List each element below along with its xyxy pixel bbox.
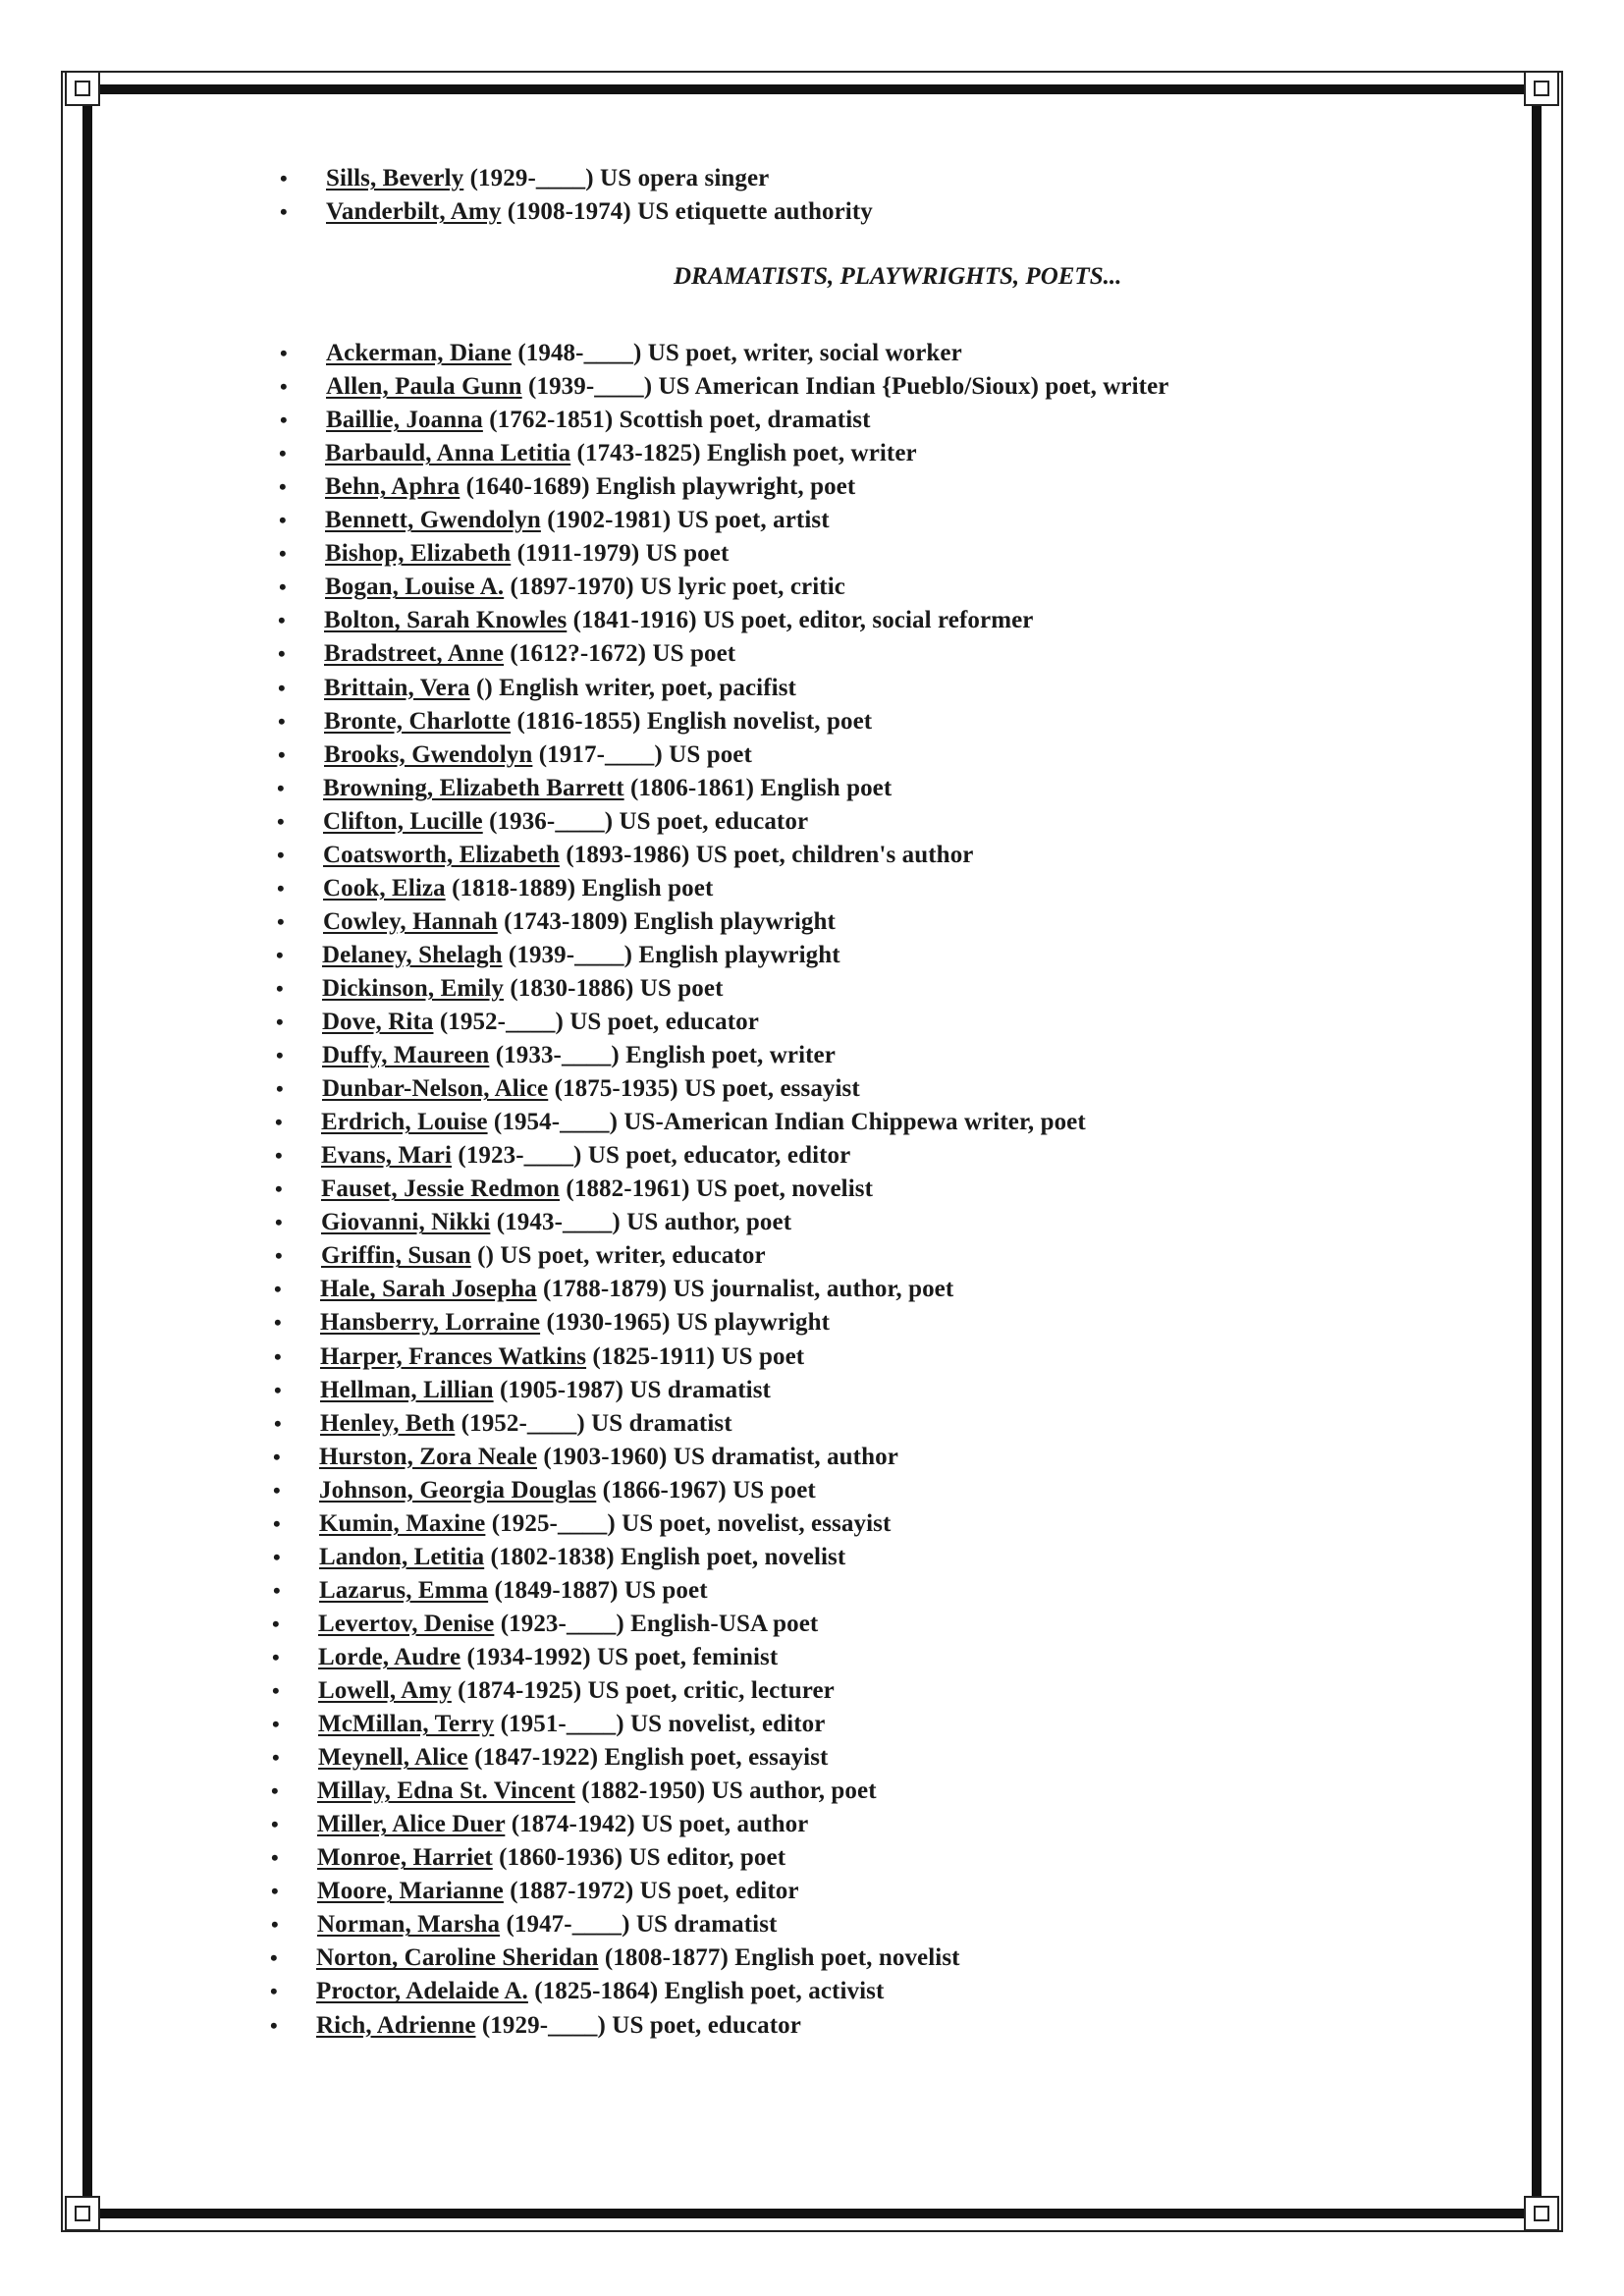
bullet-icon: • bbox=[272, 1644, 280, 1669]
entry-details: (1903-1960) US dramatist, author bbox=[537, 1443, 898, 1470]
entry-name: Evans, Mari bbox=[321, 1142, 453, 1170]
entry-name: Cowley, Hannah bbox=[323, 907, 498, 935]
list-item bbox=[280, 406, 871, 435]
list-item bbox=[277, 807, 809, 837]
entry-details: (1933-____) English poet, writer bbox=[489, 1042, 836, 1069]
entry-name: Sills, Beverly bbox=[326, 165, 464, 191]
entry-name: Harper, Frances Watkins bbox=[320, 1342, 587, 1370]
entry-name: Griffin, Susan bbox=[321, 1242, 471, 1270]
entry-name: Bradstreet, Anne bbox=[324, 640, 505, 668]
list-item bbox=[278, 707, 873, 737]
list-item bbox=[273, 1509, 892, 1539]
entry-name: Monroe, Harriet bbox=[317, 1844, 493, 1872]
bullet-icon: • bbox=[279, 508, 287, 533]
bullet-icon: • bbox=[277, 875, 285, 901]
entry-details: (1882-1961) US poet, novelist bbox=[560, 1175, 874, 1203]
list-item bbox=[270, 1943, 960, 1973]
entry-name: Coatsworth, Elizabeth bbox=[323, 841, 560, 868]
entry-details: (1897-1970) US lyric poet, critic bbox=[504, 574, 845, 601]
entry-details: (1825-1911) US poet bbox=[586, 1342, 805, 1370]
bullet-icon: • bbox=[274, 1277, 282, 1302]
entry-details: (1887-1972) US poet, editor bbox=[503, 1878, 799, 1905]
bullet-icon: • bbox=[279, 541, 287, 567]
entry-details: () US poet, writer, educator bbox=[470, 1242, 766, 1270]
entry-name: Dunbar-Nelson, Alice bbox=[322, 1075, 549, 1103]
bullet-icon: • bbox=[280, 374, 288, 400]
list-item bbox=[277, 841, 974, 870]
list-item bbox=[274, 1376, 771, 1405]
list-item bbox=[277, 774, 893, 803]
entry-details: (1743-1825) English poet, writer bbox=[570, 440, 917, 467]
entry-details: (1762-1851) Scottish poet, dramatist bbox=[482, 407, 871, 434]
list-item bbox=[273, 1443, 898, 1472]
entry-name: Vanderbilt, Amy bbox=[326, 198, 502, 226]
bullet-icon: • bbox=[272, 1712, 280, 1737]
entry-details: (1902-1981) US poet, artist bbox=[540, 507, 830, 534]
entry-name: Rich, Adrienne bbox=[316, 2011, 476, 2039]
bullet-icon: • bbox=[274, 1343, 282, 1369]
entry-name: Millay, Edna St. Vincent bbox=[317, 1777, 575, 1805]
bullet-icon: • bbox=[278, 608, 286, 633]
bullet-icon: • bbox=[276, 1043, 284, 1068]
list-item bbox=[276, 1041, 836, 1070]
list-item bbox=[280, 339, 962, 368]
list-item bbox=[271, 1877, 799, 1906]
list-item bbox=[275, 1108, 1086, 1137]
entry-name: Giovanni, Nikki bbox=[321, 1209, 491, 1236]
bullet-icon: • bbox=[280, 408, 288, 433]
list-item bbox=[271, 1810, 809, 1839]
entry-name: Lorde, Audre bbox=[318, 1643, 461, 1670]
bullet-icon: • bbox=[280, 199, 288, 225]
list-item bbox=[276, 1074, 860, 1104]
entry-name: Henley, Beth bbox=[320, 1409, 456, 1437]
list-item bbox=[273, 1543, 846, 1572]
entry-details: (1936-____) US poet, educator bbox=[482, 807, 809, 835]
entry-name: Brittain, Vera bbox=[324, 674, 470, 701]
entry-name: Brooks, Gwendolyn bbox=[324, 740, 533, 768]
entry-name: Cook, Eliza bbox=[323, 874, 446, 902]
list-item bbox=[277, 874, 714, 903]
list-item bbox=[275, 1141, 851, 1171]
bullet-icon: • bbox=[270, 1979, 278, 2004]
entry-name: Duffy, Maureen bbox=[322, 1042, 490, 1069]
entry-name: Meynell, Alice bbox=[318, 1744, 468, 1772]
bullet-icon: • bbox=[273, 1510, 281, 1536]
entry-name: Bishop, Elizabeth bbox=[325, 540, 512, 568]
list-item bbox=[272, 1610, 819, 1639]
list-item bbox=[277, 907, 836, 937]
entry-name: Hansberry, Lorraine bbox=[320, 1309, 541, 1337]
list-item bbox=[274, 1342, 805, 1372]
entry-name: Barbauld, Anna Letitia bbox=[325, 440, 571, 467]
bullet-icon: • bbox=[273, 1544, 281, 1569]
entry-details: (1802-1838) English poet, novelist bbox=[484, 1543, 846, 1570]
entry-details: (1808-1877) English poet, novelist bbox=[598, 1944, 960, 1972]
entry-name: Behn, Aphra bbox=[325, 473, 460, 501]
list-item bbox=[280, 197, 873, 227]
list-item bbox=[275, 1208, 792, 1237]
bullet-icon: • bbox=[271, 1912, 279, 1938]
list-item bbox=[270, 2011, 801, 2041]
list-item bbox=[276, 1008, 759, 1037]
entry-name: Hellman, Lillian bbox=[320, 1376, 494, 1403]
bullet-icon: • bbox=[272, 1745, 280, 1771]
entry-details: (1923-____) English-USA poet bbox=[494, 1610, 819, 1637]
bullet-icon: • bbox=[277, 908, 285, 934]
bullet-icon: • bbox=[280, 166, 288, 191]
entry-name: Bogan, Louise A. bbox=[325, 574, 505, 601]
entry-details: (1743-1809) English playwright bbox=[497, 907, 836, 935]
entry-details: (1954-____) US-American Indian Chippewa writer, poet bbox=[487, 1109, 1086, 1136]
list-item bbox=[280, 372, 1169, 402]
entry-details: (1929-____) US opera singer bbox=[463, 165, 770, 191]
bullet-icon: • bbox=[272, 1678, 280, 1703]
list-item bbox=[273, 1476, 816, 1505]
bullet-icon: • bbox=[271, 1879, 279, 1904]
list-item bbox=[276, 941, 840, 970]
entry-details: (1860-1936) US editor, poet bbox=[492, 1844, 786, 1872]
bullet-icon: • bbox=[277, 775, 285, 800]
entry-name: Allen, Paula Gunn bbox=[326, 373, 522, 401]
list-item bbox=[280, 164, 770, 193]
entry-name: Ackerman, Diane bbox=[326, 340, 512, 366]
bullet-icon: • bbox=[278, 741, 286, 767]
entry-name: Levertov, Denise bbox=[318, 1610, 495, 1637]
bullet-icon: • bbox=[276, 942, 284, 967]
entry-details: (1875-1935) US poet, essayist bbox=[548, 1075, 860, 1103]
entry-details: (1929-____) US poet, educator bbox=[475, 2011, 801, 2039]
entry-details: (1908-1974) US etiquette authority bbox=[501, 198, 873, 226]
bullet-icon: • bbox=[276, 975, 284, 1001]
list-item bbox=[278, 674, 796, 703]
entry-details: (1841-1916) US poet, editor, social reformer bbox=[567, 607, 1034, 634]
list-item bbox=[279, 506, 830, 535]
bullet-icon: • bbox=[274, 1377, 282, 1402]
entry-name: Kumin, Maxine bbox=[319, 1509, 486, 1537]
entry-name: Dove, Rita bbox=[322, 1009, 434, 1035]
entry-name: Norman, Marsha bbox=[317, 1911, 501, 1939]
list-item bbox=[279, 472, 856, 502]
bullet-icon: • bbox=[279, 474, 287, 500]
bullet-icon: • bbox=[273, 1477, 281, 1503]
list-item bbox=[274, 1308, 831, 1338]
bullet-icon: • bbox=[271, 1778, 279, 1804]
entry-details: (1951-____) US novelist, editor bbox=[494, 1711, 826, 1738]
entry-details: (1923-____) US poet, educator, editor bbox=[452, 1142, 851, 1170]
entry-details: (1934-1992) US poet, feminist bbox=[460, 1643, 779, 1670]
entry-details: (1911-1979) US poet bbox=[511, 540, 730, 568]
list-item bbox=[276, 974, 724, 1004]
bullet-icon: • bbox=[279, 441, 287, 466]
bullet-icon: • bbox=[273, 1577, 281, 1603]
entry-details: (1874-1925) US poet, critic, lecturer bbox=[451, 1677, 835, 1704]
entry-details: (1612?-1672) US poet bbox=[504, 640, 736, 668]
entry-name: Bolton, Sarah Knowles bbox=[324, 607, 568, 634]
entry-name: Fauset, Jessie Redmon bbox=[321, 1175, 561, 1203]
bullet-icon: • bbox=[277, 842, 285, 867]
entry-name: Miller, Alice Duer bbox=[317, 1811, 506, 1838]
entry-details: (1925-____) US poet, novelist, essayist bbox=[485, 1509, 892, 1537]
bullet-icon: • bbox=[273, 1444, 281, 1469]
bullet-icon: • bbox=[275, 1143, 283, 1169]
list-item bbox=[279, 539, 730, 569]
entry-details: (1830-1886) US poet bbox=[503, 974, 724, 1002]
list-item bbox=[271, 1910, 778, 1940]
entry-details: (1943-____) US author, poet bbox=[490, 1209, 792, 1236]
list-item bbox=[275, 1175, 874, 1204]
bullet-icon: • bbox=[278, 641, 286, 667]
bullet-icon: • bbox=[276, 1076, 284, 1102]
entry-details: (1640-1689) English playwright, poet bbox=[460, 473, 856, 501]
entry-details: (1952-____) US poet, educator bbox=[433, 1009, 759, 1035]
entry-name: McMillan, Terry bbox=[318, 1711, 495, 1738]
entry-name: Delaney, Shelagh bbox=[322, 941, 503, 968]
entry-details: (1825-1864) English poet, activist bbox=[527, 1978, 885, 2005]
entry-details: (1818-1889) English poet bbox=[445, 874, 714, 902]
bullet-icon: • bbox=[272, 1611, 280, 1636]
bullet-icon: • bbox=[271, 1845, 279, 1871]
entry-details: (1893-1986) US poet, children's author bbox=[559, 841, 974, 868]
list-item bbox=[274, 1275, 954, 1304]
list-item bbox=[274, 1409, 732, 1439]
list-item bbox=[272, 1743, 829, 1773]
entry-details: (1866-1967) US poet bbox=[596, 1476, 816, 1503]
list-item bbox=[273, 1576, 708, 1606]
list-item bbox=[272, 1643, 779, 1672]
entry-details: (1816-1855) English novelist, poet bbox=[511, 707, 873, 735]
bullet-icon: • bbox=[274, 1310, 282, 1336]
entry-details: (1917-____) US poet bbox=[532, 740, 752, 768]
entry-details: () English writer, poet, pacifist bbox=[469, 674, 796, 701]
bullet-icon: • bbox=[279, 574, 287, 600]
bullet-icon: • bbox=[276, 1010, 284, 1034]
list-item bbox=[271, 1843, 786, 1873]
entry-name: Erdrich, Louise bbox=[321, 1109, 488, 1136]
entry-details: (1930-1965) US playwright bbox=[540, 1309, 831, 1337]
bullet-icon: • bbox=[277, 808, 285, 834]
list-item bbox=[275, 1241, 766, 1271]
entry-name: Bronte, Charlotte bbox=[324, 707, 512, 735]
bullet-icon: • bbox=[278, 675, 286, 700]
entry-name: Landon, Letitia bbox=[319, 1543, 485, 1570]
bullet-icon: • bbox=[278, 708, 286, 734]
bullet-icon: • bbox=[275, 1210, 283, 1235]
entry-details: (1882-1950) US author, poet bbox=[574, 1777, 877, 1805]
entry-name: Hale, Sarah Josepha bbox=[320, 1276, 537, 1303]
entry-details: (1952-____) US dramatist bbox=[455, 1409, 732, 1437]
bullet-icon: • bbox=[280, 341, 288, 365]
entry-name: Norton, Caroline Sheridan bbox=[316, 1944, 599, 1972]
entry-name: Lowell, Amy bbox=[318, 1677, 452, 1704]
entry-name: Clifton, Lucille bbox=[323, 807, 483, 835]
list-item bbox=[278, 639, 736, 669]
entry-name: Johnson, Georgia Douglas bbox=[319, 1476, 597, 1503]
list-item bbox=[279, 573, 845, 602]
entry-name: Hurston, Zora Neale bbox=[319, 1443, 538, 1470]
entry-details: (1905-1987) US dramatist bbox=[493, 1376, 771, 1403]
list-item bbox=[278, 606, 1034, 635]
entry-name: Browning, Elizabeth Barrett bbox=[323, 774, 624, 801]
list-item bbox=[271, 1777, 877, 1806]
list-item bbox=[270, 1977, 885, 2006]
bullet-icon: • bbox=[275, 1243, 283, 1269]
entry-details: (1947-____) US dramatist bbox=[500, 1911, 778, 1939]
list-item bbox=[272, 1676, 835, 1706]
entry-details: (1806-1861) English poet bbox=[623, 774, 893, 801]
entry-details: (1788-1879) US journalist, author, poet bbox=[536, 1276, 954, 1303]
bullet-icon: • bbox=[270, 2012, 278, 2038]
entry-name: Moore, Marianne bbox=[317, 1878, 504, 1905]
bullet-icon: • bbox=[275, 1176, 283, 1202]
entry-details: (1849-1887) US poet bbox=[488, 1576, 708, 1604]
entry-name: Lazarus, Emma bbox=[319, 1576, 489, 1604]
bullet-icon: • bbox=[271, 1812, 279, 1837]
bullet-icon: • bbox=[275, 1110, 283, 1135]
entry-details: (1939-____) English playwright bbox=[502, 941, 840, 968]
bullet-icon: • bbox=[274, 1410, 282, 1436]
entry-details: (1948-____) US poet, writer, social worker bbox=[511, 340, 962, 366]
entry-name: Baillie, Joanna bbox=[326, 407, 483, 434]
list-item bbox=[279, 439, 917, 468]
list-item bbox=[278, 740, 752, 770]
entry-name: Proctor, Adelaide A. bbox=[316, 1978, 528, 2005]
list-item bbox=[272, 1710, 826, 1739]
entry-name: Dickinson, Emily bbox=[322, 974, 504, 1002]
entry-details: (1874-1942) US poet, author bbox=[505, 1811, 809, 1838]
entry-name: Bennett, Gwendolyn bbox=[325, 507, 541, 534]
entry-details: (1847-1922) English poet, essayist bbox=[467, 1744, 829, 1772]
entry-details: (1939-____) US American Indian {Pueblo/Sioux) poet, writer bbox=[521, 373, 1169, 401]
section-heading: DRAMATISTS, PLAYWRIGHTS, POETS... bbox=[674, 263, 1122, 290]
bullet-icon: • bbox=[270, 1945, 278, 1971]
